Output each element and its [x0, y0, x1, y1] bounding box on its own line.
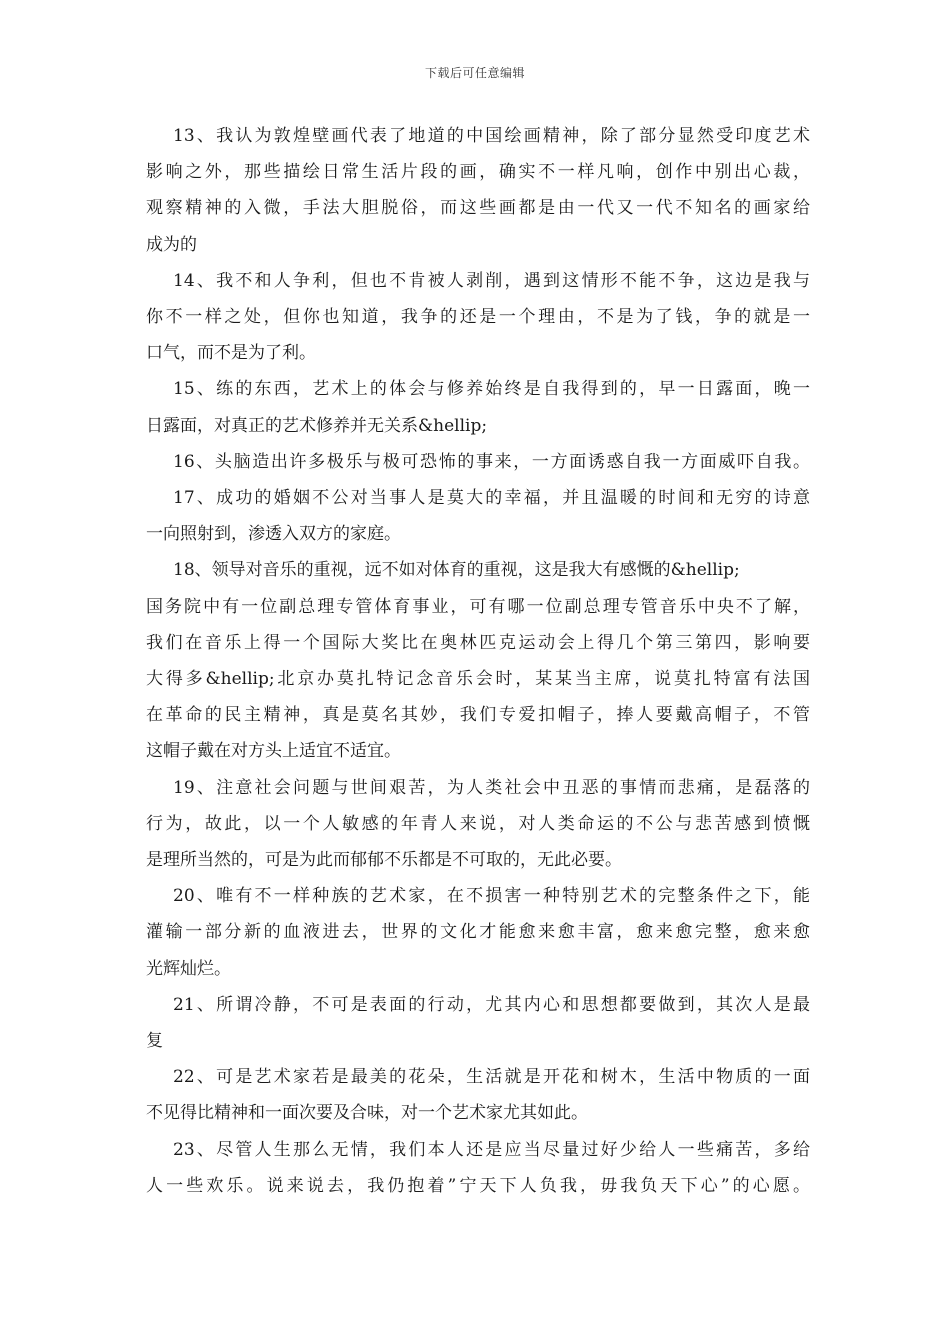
text-line: 19、注意社会问题与世间艰苦，为人类社会中丑恶的事情而悲痛，是磊落的: [173, 777, 810, 798]
text-line: 人一些欢乐。说来说去，我仍抱着”宁天下人负我，毋我负天下心”的心愿。: [146, 1175, 810, 1196]
page-header: 下载后可任意编辑: [424, 66, 525, 80]
text-line: 14、我不和人争利，但也不肯被人剥削，遇到这情形不能不争，这边是我与: [173, 270, 810, 291]
text-line: 国务院中有一位副总理专管体育事业，可有哪一位副总理专管音乐中央不了解，: [146, 596, 810, 617]
text-line: 18、领导对音乐的重视，远不如对体育的重视，这是我大有感慨的&hellip;: [173, 560, 740, 581]
text-line: 16、头脑造出许多极乐与极可恐怖的事来，一方面诱惑自我一方面威吓自我。: [173, 451, 810, 472]
text-line: 一向照射到，渗透入双方的家庭。: [146, 524, 401, 545]
text-line: 复: [146, 1031, 163, 1052]
paragraph-17: [146, 480, 810, 552]
text-line: 口气，而不是为了利。: [146, 343, 316, 364]
text-line: 行为，故此，以一个人敏感的年青人来说，对人类命运的不公与悲苦感到愤慨: [146, 813, 810, 834]
text-line: 这帽子戴在对方头上适宜不适宜。: [146, 741, 401, 762]
text-line: 20、唯有不一样种族的艺术家，在不损害一种特别艺术的完整条件之下，能: [173, 886, 810, 907]
paragraph-14: [146, 263, 810, 372]
paragraph-19: [146, 770, 810, 879]
text-line: 观察精神的入微，手法大胆脱俗，而这些画都是由一代又一代不知名的画家给: [146, 198, 810, 219]
paragraph-18: [146, 552, 810, 769]
text-line: 是理所当然的，可是为此而郁郁不乐都是不可取的，无此必要。: [146, 850, 622, 871]
paragraph-22: [146, 1059, 810, 1131]
text-line: 在革命的民主精神，真是莫名其妙，我们专爱扣帽子，捧人要戴高帽子，不管: [146, 705, 810, 726]
paragraph-23: [146, 1132, 810, 1204]
text-line: 成为的: [146, 234, 197, 255]
text-line: 22、可是艺术家若是最美的花朵，生活就是开花和树木，生活中物质的一面: [173, 1067, 810, 1088]
text-line: 不见得比精神和一面次要及合味，对一个艺术家尤其如此。: [146, 1103, 588, 1124]
text-line: 我们在音乐上得一个国际大奖比在奥林匹克运动会上得几个第三第四，影响要: [146, 632, 810, 653]
text-line: 13、我认为敦煌壁画代表了地道的中国绘画精神，除了部分显然受印度艺术: [173, 126, 810, 146]
paragraph-15: [146, 371, 810, 443]
paragraph-13: [146, 118, 810, 263]
paragraph-16: [146, 444, 810, 480]
text-line: 灌输一部分新的血液进去，世界的文化才能愈来愈丰富，愈来愈完整，愈来愈: [146, 922, 810, 943]
text-line: 光辉灿烂。: [146, 958, 231, 979]
text-line: 影响之外，那些描绘日常生活片段的画，确实不一样凡响，创作中别出心裁，: [146, 162, 810, 183]
text-line: 日露面，对真正的艺术修养并无关系&hellip;: [146, 415, 488, 436]
document-body: [146, 118, 810, 1204]
text-line: 你不一样之处，但你也知道，我争的还是一个理由，不是为了钱，争的就是一: [146, 307, 810, 328]
paragraph-20: [146, 878, 810, 987]
text-line: 23、尽管人生那么无情，我们本人还是应当尽量过好少给人一些痛苦，多给: [173, 1139, 810, 1160]
text-line: 大得多&hellip;北京办莫扎特记念音乐会时，某某当主席，说莫扎特富有法国: [146, 669, 810, 690]
text-line: 17、成功的婚姻不公对当事人是莫大的幸福，并且温暖的时间和无穷的诗意: [173, 488, 810, 509]
text-line: 21、所谓冷静，不可是表面的行动，尤其内心和思想都要做到，其次人是最: [173, 994, 810, 1015]
text-line: 15、练的东西，艺术上的体会与修养始终是自我得到的，早一日露面，晚一: [173, 379, 810, 400]
paragraph-21: [146, 987, 810, 1059]
